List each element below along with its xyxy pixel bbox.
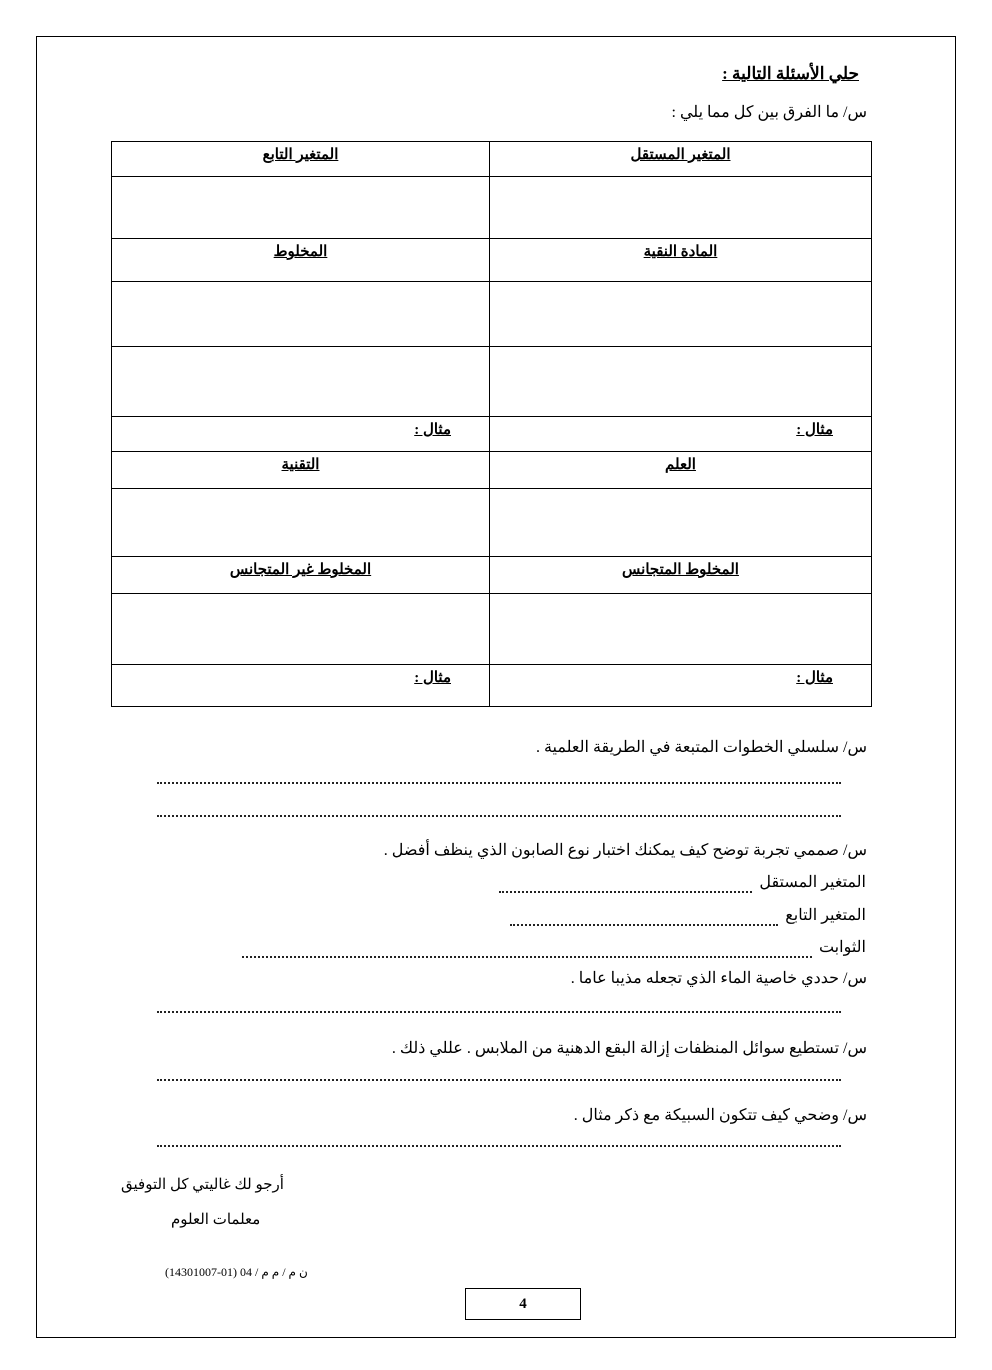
closing-signature: معلمات العلوم <box>171 1212 261 1228</box>
answer-dotted-line <box>157 1067 841 1081</box>
table-row <box>112 557 872 594</box>
answer-dotted-line <box>157 803 841 817</box>
cell-example-label: مثال : <box>112 665 490 707</box>
question-water-property: س/ حددي خاصية الماء الذي تجعله مذيبا عاما . <box>570 970 867 987</box>
cell-answer-blank <box>490 489 872 557</box>
table-row <box>112 282 872 347</box>
table-row <box>112 452 872 489</box>
page-number: 4 <box>465 1288 581 1320</box>
cell-answer-blank <box>112 489 490 557</box>
answer-dotted-line <box>157 770 841 784</box>
field-row <box>242 937 866 958</box>
cell-example-label: مثال : <box>112 417 490 452</box>
question-detergents: س/ تستطيع سوائل المنظفات إزالة البقع الدهنية من الملابس . عللي ذلك . <box>391 1040 867 1057</box>
cell-answer-blank <box>112 282 490 347</box>
cell-mixture: المخلوط <box>112 239 490 282</box>
cell-answer-blank <box>112 594 490 665</box>
answer-dotted-line <box>499 879 752 893</box>
answer-dotted-line <box>510 912 778 926</box>
question-alloy: س/ وضحي كيف تتكون السبيكة مع ذكر مثال . <box>573 1107 867 1124</box>
table-row <box>112 177 872 239</box>
document-code: ن م / م م / 04 (01-14301007) <box>165 1265 308 1279</box>
cell-example-label: مثال : <box>490 665 872 707</box>
cell-heterogeneous-mixture: المخلوط غير المتجانس <box>112 557 490 594</box>
table-row <box>112 594 872 665</box>
table-row <box>112 417 872 452</box>
cell-science: العلم <box>490 452 872 489</box>
worksheet-page <box>36 36 956 1338</box>
cell-answer-blank <box>490 282 872 347</box>
question-soap-experiment: س/ صممي تجربة توضح كيف يمكنك اختبار نوع الصابون الذي ينظف أفضل . <box>383 842 867 859</box>
answer-dotted-line <box>157 1133 841 1147</box>
comparison-table <box>111 141 872 707</box>
cell-independent-variable: المتغير المستقل <box>490 142 872 177</box>
table-row <box>112 347 872 417</box>
cell-answer-blank <box>112 177 490 239</box>
answer-dotted-line <box>157 999 841 1013</box>
cell-technology: التقنية <box>112 452 490 489</box>
cell-answer-blank <box>112 347 490 417</box>
cell-answer-blank <box>490 594 872 665</box>
table-row <box>112 665 872 707</box>
cell-answer-blank <box>490 177 872 239</box>
field-row <box>510 905 866 926</box>
cell-answer-blank <box>490 347 872 417</box>
field-row <box>499 872 866 893</box>
closing-wish: أرجو لك غاليتي كل التوفيق <box>121 1177 284 1193</box>
cell-example-label: مثال : <box>490 417 872 452</box>
page-title: حلي الأسئلة التالية : <box>722 64 859 83</box>
table-row <box>112 489 872 557</box>
field-label-constants: الثوابت <box>818 939 866 956</box>
question-scientific-method: س/ سلسلي الخطوات المتبعة في الطريقة العلمية . <box>535 739 867 756</box>
cell-dependent-variable: المتغير التابع <box>112 142 490 177</box>
answer-dotted-line <box>242 944 812 958</box>
cell-pure-substance: المادة النقية <box>490 239 872 282</box>
table-row <box>112 239 872 282</box>
cell-homogeneous-mixture: المخلوط المتجانس <box>490 557 872 594</box>
table-row <box>112 142 872 177</box>
intro-question: س/ ما الفرق بين كل مما يلي : <box>671 104 867 121</box>
field-label-dependent-variable: المتغير التابع <box>785 907 866 924</box>
field-label-independent-variable: المتغير المستقل <box>759 874 866 891</box>
